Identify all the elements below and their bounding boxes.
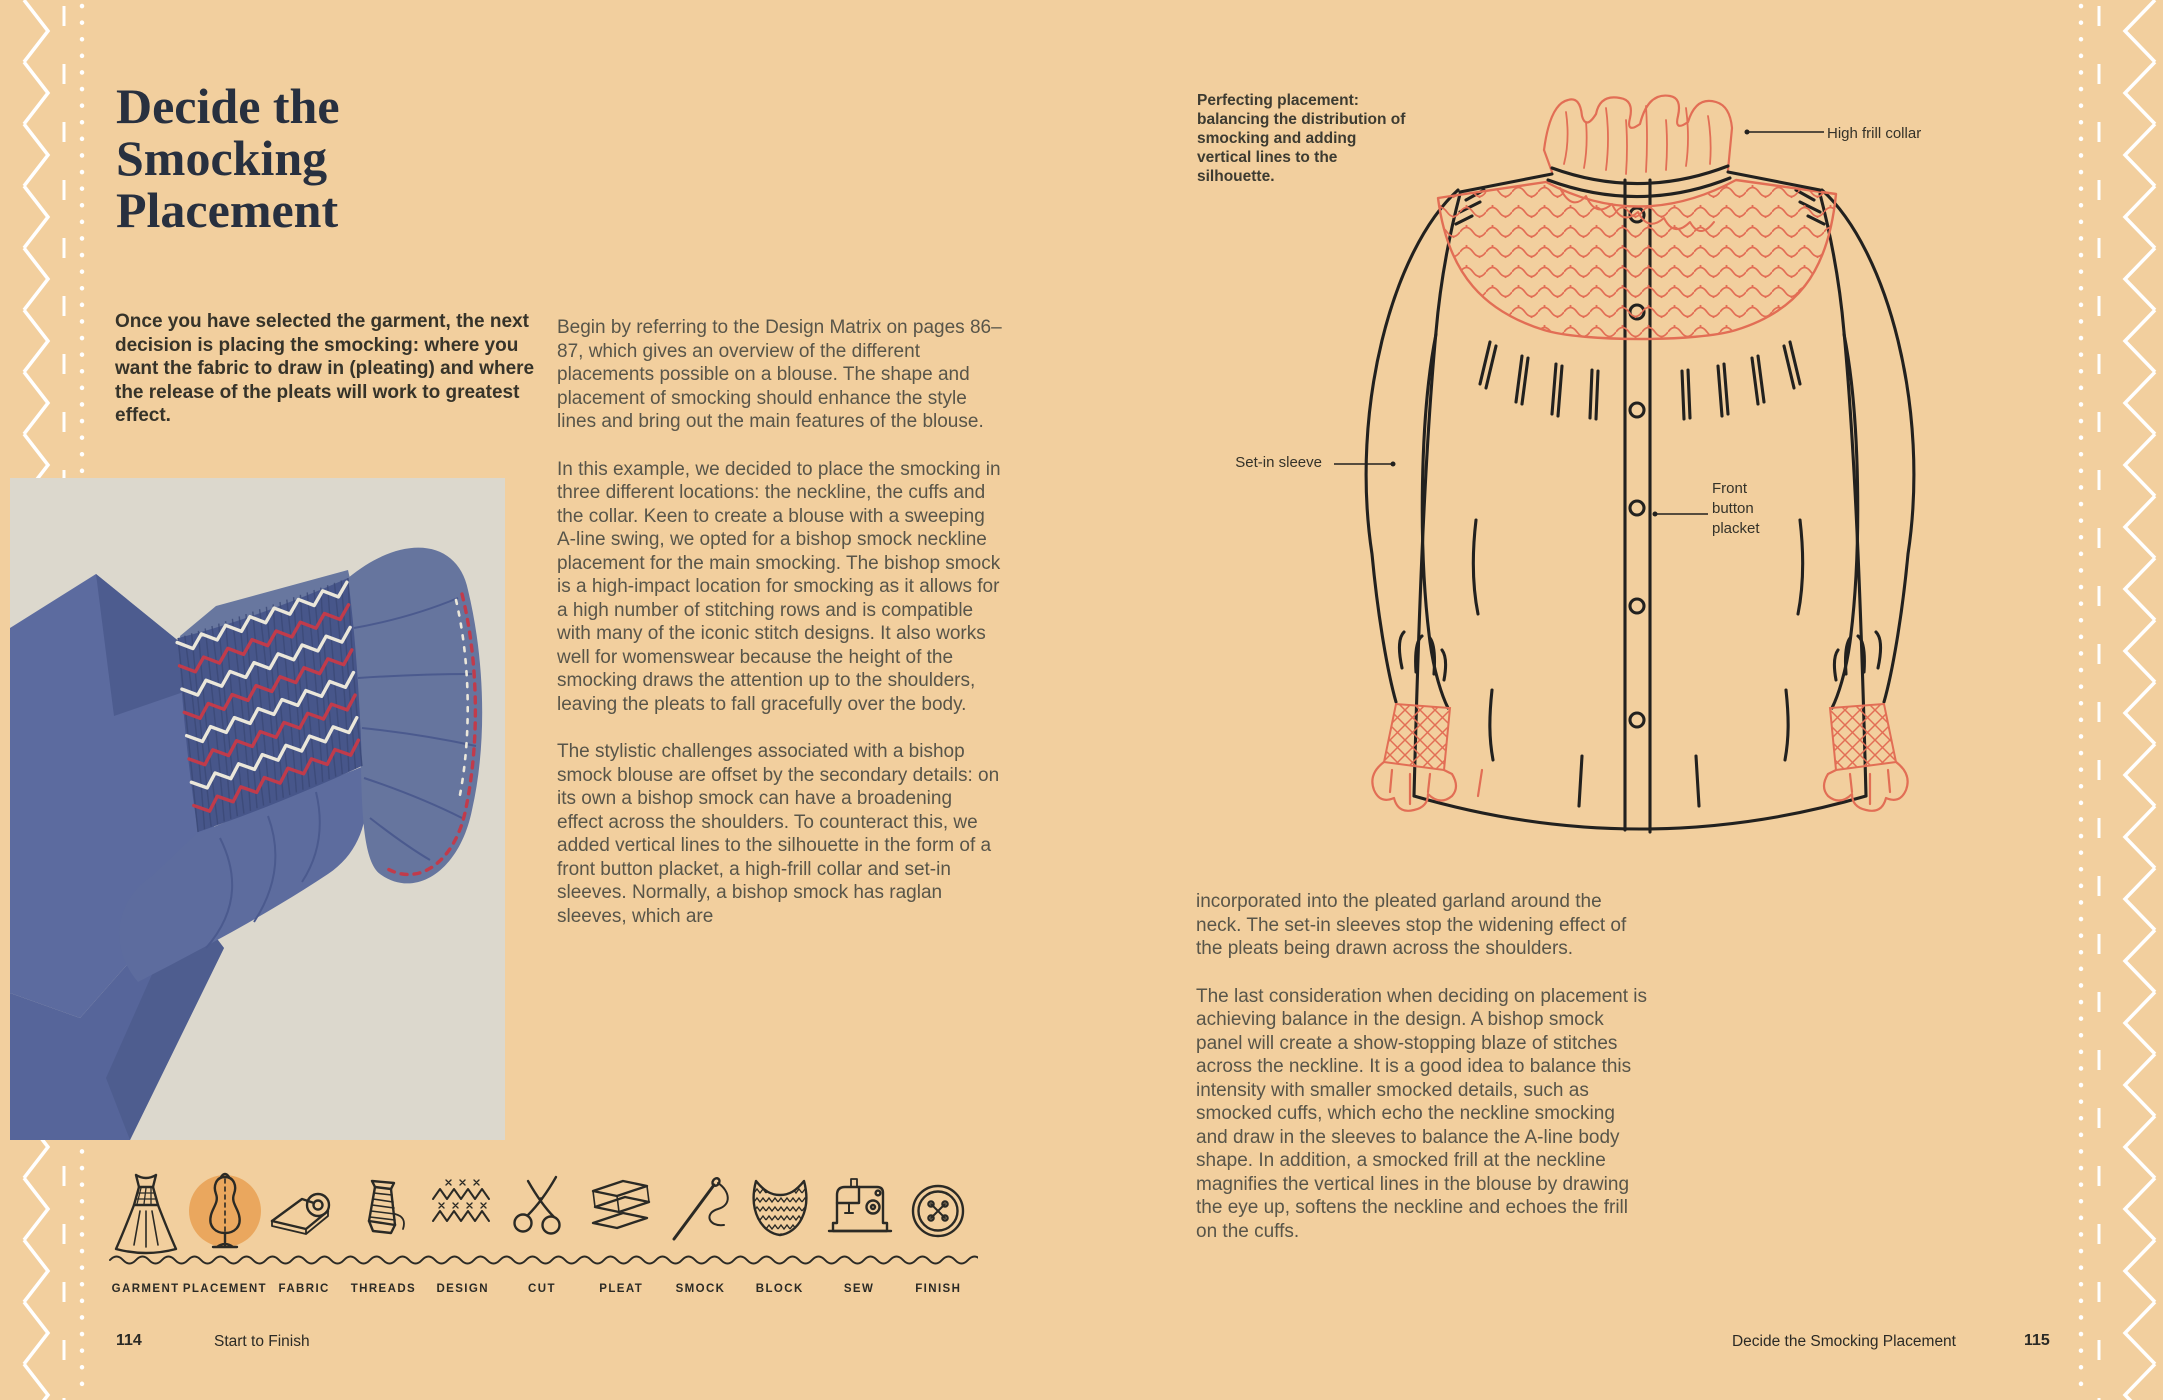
scissors-icon: [504, 1169, 580, 1257]
thread-spool-icon: [345, 1169, 421, 1257]
step-label: SMOCK: [675, 1283, 726, 1295]
step-finish: [899, 1163, 978, 1295]
right-body-column: [1196, 890, 1648, 1267]
illustration-caption: Perfecting placement: balancing the distribution of smocking and adding vertical lines to the silhouette.: [1197, 92, 1406, 185]
sleeve-label: Set-in sleeve: [1235, 454, 1322, 471]
step-label: CUT: [528, 1283, 556, 1295]
placket-label: Front button placket: [1712, 480, 1760, 537]
title-line: Decide the: [116, 78, 340, 134]
blouse-illustration: [1330, 80, 1970, 880]
sewing-machine-icon: [821, 1169, 897, 1257]
pleat-icon: [583, 1169, 659, 1257]
section-title-right: Decide the Smocking Placement: [1731, 1333, 1956, 1350]
step-label: PLACEMENT: [182, 1283, 267, 1295]
step-cut: [502, 1163, 581, 1295]
step-garment: [106, 1163, 185, 1295]
step-placement: [182, 1163, 267, 1295]
collar-label: High frill collar: [1827, 125, 1922, 142]
step-label: THREADS: [350, 1283, 417, 1295]
dress-icon: [108, 1169, 184, 1257]
title-line: Placement: [116, 182, 339, 238]
intro-paragraph: Once you have selected the garment, the next decision is placing the smocking: where you want the fabric to draw in (pleating) and where the release of the pleats will work to greatest effect.: [115, 311, 535, 426]
paragraph: In this example, we decided to place the smocking in three different locations: the neckline, the cuffs and the collar. Keen to create a blouse with a sweeping A-line swing, we opted for a bishop smock neckline placement for the main smocking. The bishop smock is a high-impact location for smocking as it allows for a high number of stitching rows and is compatible with many of the iconic stitch designs. It also works well for womenswear because the height of the smocking draws the attention up to the shoulders, leaving the pleats to fall gracefully over the body.: [557, 458, 1001, 715]
step-label: FINISH: [915, 1283, 962, 1295]
step-label: SEW: [843, 1283, 875, 1295]
step-sew: [819, 1163, 898, 1295]
title-line: Smocking: [116, 130, 328, 186]
step-label: BLOCK: [755, 1283, 804, 1295]
left-body-column: [557, 316, 1003, 952]
step-label: FABRIC: [278, 1283, 330, 1295]
step-pleat: [582, 1163, 661, 1295]
needle-icon: [662, 1169, 738, 1257]
mannequin-icon: [187, 1169, 263, 1257]
page-number-right: 115: [2024, 1332, 2050, 1349]
wavy-divider: [106, 1251, 978, 1267]
button-icon: [900, 1169, 976, 1257]
paragraph: The last consideration when deciding on placement is achieving balance in the design. A bishop smock panel will create a show-stopping blaze of stitches across the neckline. It is a good idea to balance this intensity with smaller smocked details, such as smocked cuffs, which echo the neckline smocking and draw in the sleeves to balance the A-line body shape. In addition, a smocked frill at the neckline magnifies the vertical lines in the blouse by drawing the eye up, softens the neckline and echoes the frill on the cuffs.: [1196, 985, 1647, 1242]
step-smock: [661, 1163, 740, 1295]
step-block: [740, 1163, 819, 1295]
step-threads: [344, 1163, 423, 1295]
smocked-cuff-photo: [10, 478, 505, 1140]
right-border-decoration: [2063, 0, 2163, 1400]
page-title: [116, 80, 340, 236]
stitch-pattern-icon: [425, 1169, 501, 1257]
paragraph: The stylistic challenges associated with a bishop smock blouse are offset by the secondary details: on its own a bishop smock can have a broadening effect across the shoulders. To counteract this, we added vertical lines to the silhouette in the form of a front button placket, a high-frill collar and set-in sleeves. Normally, a bishop smock has raglan sleeves, which are: [557, 741, 1000, 927]
page-number-left: 114: [116, 1332, 142, 1349]
paragraph: Begin by referring to the Design Matrix on pages 86–87, which gives an overview of the different placements possible on a blouse. The shape and placement of smocking should enhance the style lines and bring out the main features of the blouse.: [557, 317, 1002, 432]
step-fabric: [265, 1163, 344, 1295]
fabric-roll-icon: [266, 1169, 342, 1257]
paragraph: incorporated into the pleated garland around the neck. The set-in sleeves stop the widening effect of the pleats being drawn across the shoulders.: [1196, 891, 1627, 959]
smocked-collar-icon: [742, 1169, 818, 1257]
step-label: PLEAT: [599, 1283, 644, 1295]
step-design: [423, 1163, 502, 1295]
step-label: DESIGN: [436, 1283, 489, 1295]
section-title-left: Start to Finish: [214, 1333, 310, 1350]
process-steps: [106, 1163, 978, 1295]
step-label: GARMENT: [111, 1283, 180, 1295]
